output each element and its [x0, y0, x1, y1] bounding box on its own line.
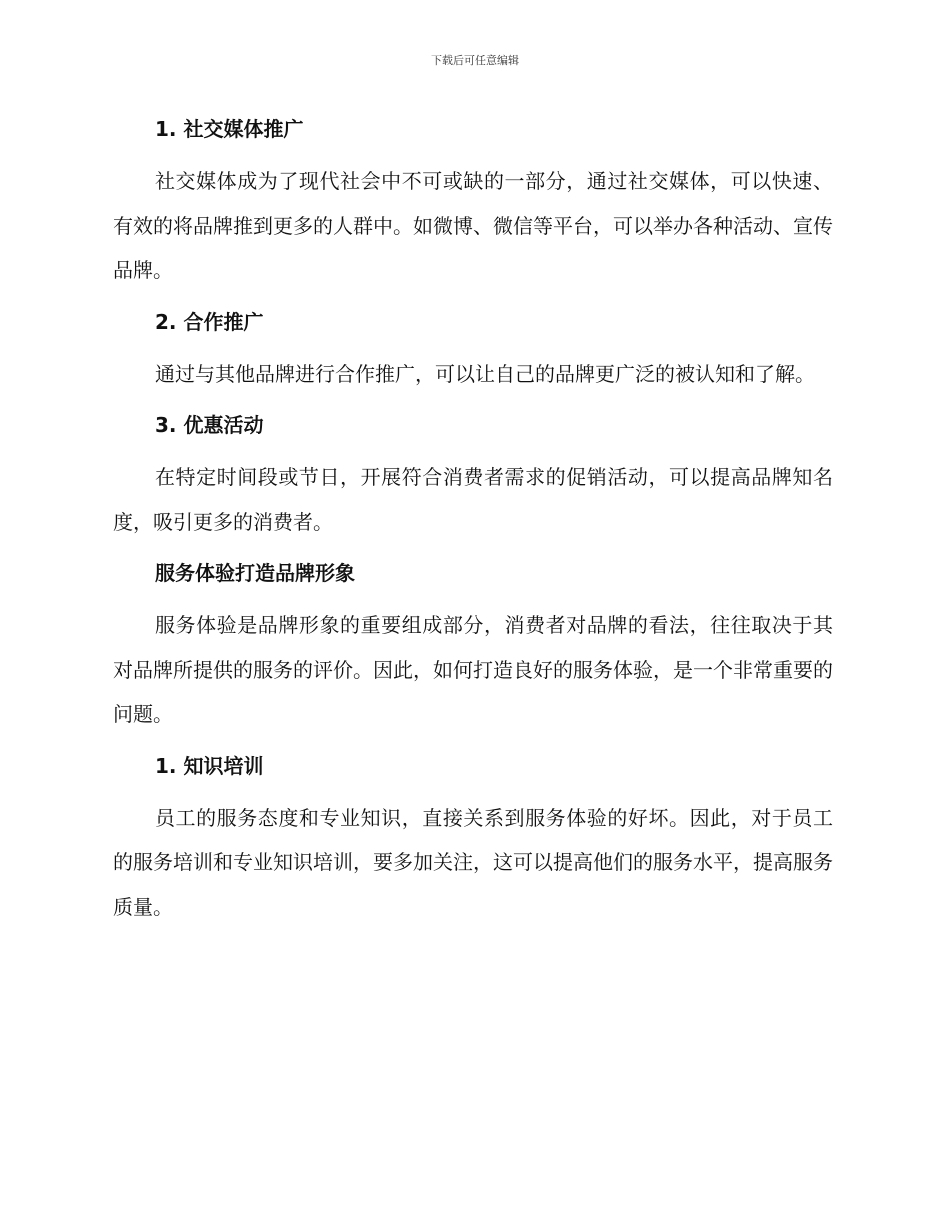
document-body [113, 112, 833, 941]
section-heading-social-media: 1. 社交媒体推广 [155, 117, 304, 141]
section-heading-cooperation: 2. 合作推广 [155, 309, 264, 334]
section-paragraph-social-media: 社交媒体成为了现代社会中不可或缺的一部分，通过社交媒体，可以快速、有效的将品牌推到更多的人群中。如微博、微信等平台，可以举办各种活动、宣传品牌。 [113, 169, 833, 282]
section-heading-promotion: 3. 优惠活动 [155, 413, 264, 437]
page-header: 下载后可任意编辑 [431, 54, 519, 67]
section-heading-service-experience: 服务体验打造品牌形象 [155, 561, 355, 585]
section-paragraph-service-experience: 服务体验是品牌形象的重要组成部分，消费者对品牌的看法，往往取决于其对品牌所提供的服务的评价。因此，如何打造良好的服务体验，是一个非常重要的问题。 [113, 613, 833, 726]
section-paragraph-promotion: 在特定时间段或节日，开展符合消费者需求的促销活动，可以提高品牌知名度，吸引更多的消费者。 [113, 465, 833, 534]
section-heading-knowledge-training: 1. 知识培训 [155, 753, 264, 778]
section-paragraph-knowledge-training: 员工的服务态度和专业知识，直接关系到服务体验的好坏。因此，对于员工的服务培训和专业知识培训，要多加关注，这可以提高他们的服务水平，提高服务质量。 [113, 805, 833, 919]
section-paragraph-cooperation: 通过与其他品牌进行合作推广，可以让自己的品牌更广泛的被认知和了解。 [155, 361, 815, 386]
